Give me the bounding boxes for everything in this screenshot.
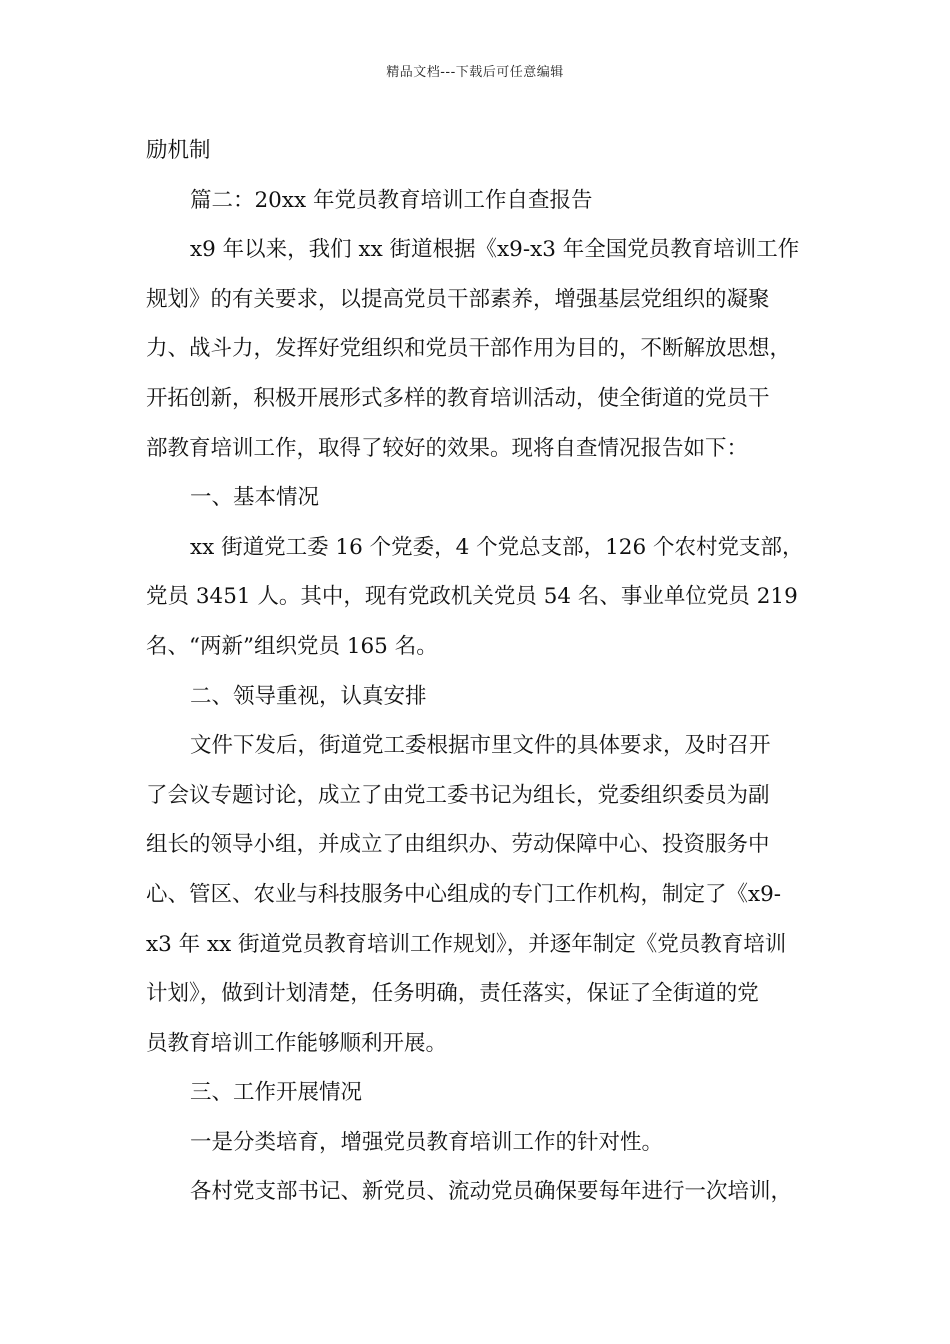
text-line: 一是分类培育，增强党员教育培训工作的针对性。	[190, 1129, 664, 1155]
text-line: 篇二：20xx 年党员教育培训工作自查报告	[190, 187, 593, 213]
text-line: 各村党支部书记、新党员、流动党员确保要每年进行一次培训，	[190, 1179, 793, 1205]
text-line: 员教育培训工作能够顺利开展。	[146, 1030, 448, 1056]
text-line: x9 年以来，我们 xx 街道根据《x9-x3 年全国党员教育培训工作	[190, 237, 800, 263]
text-line: 力、战斗力，发挥好党组织和党员干部作用为目的，不断解放思想，	[146, 336, 792, 362]
text-line: xx 街道党工委 16 个党委，4 个党总支部，126 个农村党支部，	[190, 534, 804, 560]
text-line: 规划》的有关要求，以提高党员干部素养，增强基层党组织的凝聚	[146, 286, 770, 312]
text-line: 三、工作开展情况	[190, 1080, 363, 1106]
text-line: 二、领导重视，认真安排	[190, 683, 427, 709]
text-line: 部教育培训工作，取得了较好的效果。现将自查情况报告如下：	[146, 435, 749, 461]
text-line: 心、管区、农业与科技服务中心组成的专门工作机构，制定了《x9-	[146, 881, 782, 907]
text-line: 一、基本情况	[190, 485, 320, 511]
page-header: 精品文档---下载后可任意编辑	[386, 65, 564, 80]
text-line: 党员 3451 人。其中，现有党政机关党员 54 名、事业单位党员 219	[146, 584, 798, 610]
text-line: 计划》，做到计划清楚，任务明确，责任落实，保证了全街道的党	[146, 981, 759, 1007]
text-line: x3 年 xx 街道党员教育培训工作规划》，并逐年制定《党员教育培训	[146, 931, 787, 957]
text-line: 了会议专题讨论，成立了由党工委书记为组长，党委组织委员为副	[146, 782, 770, 808]
text-line: 文件下发后，街道党工委根据市里文件的具体要求，及时召开	[190, 733, 771, 759]
text-line: 名、“两新”组织党员 165 名。	[146, 633, 438, 659]
text-line: 开拓创新，积极开展形式多样的教育培训活动，使全街道的党员干	[146, 385, 770, 411]
text-line: 组长的领导小组，并成立了由组织办、劳动保障中心、投资服务中	[146, 832, 770, 858]
text-line: 励机制	[146, 138, 211, 163]
document-body	[146, 126, 826, 1217]
